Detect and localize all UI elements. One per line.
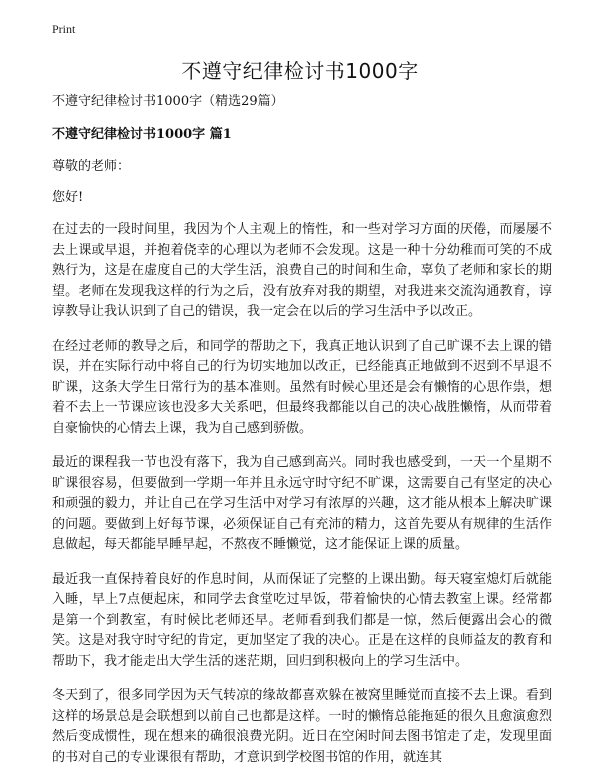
document-subtitle: 不遵守纪律检讨书1000字（精选29篇）: [52, 94, 284, 109]
print-link[interactable]: Print: [52, 22, 76, 36]
paragraph: 在过去的一段时间里，我因为个人主观上的惰性，和一些对学习方面的厌倦，而屡屡不去上课或早退，并抱着侥幸的心理以为老师不会发现。这是一种十分幼稚而可笑的不成熟行为，这是在虚度自己的大学生活，浪费自己的时间和生命，辜负了老师和家长的期望。老师在发现我这样的行为之后，没有放弃对我的期望，对我进来交流沟通教育，谆谆教导让我认识到了自己的错误，我一定会在以后的学习生活中予以改正。: [52, 222, 552, 319]
greeting: 您好!: [52, 189, 84, 205]
paragraph: 最近的课程我一节也没有落下，我为自己感到高兴。同时我也感受到，一天一个星期不旷课很容易，但要做到一学期一年并且永远守时守纪不旷课，这需要自己有坚定的决心和顽强的毅力，并让自己在学习生活中对学习有浓厚的兴趣，这才能从根本上解决旷课的问题。要做到上好每节课，必须保证自己有充沛的精力，这首先要从有规律的生活作息做起，每天都能早睡早起，不熬夜不睡懒觉，这才能保证上课的质量。: [52, 455, 552, 552]
paragraph: 最近我一直保持着良好的作息时间，从而保证了完整的上课出勤。每天寝室熄灯后就能入睡，早上7点便起床，和同学去食堂吃过早饭，带着愉快的心情去教室上课。经常都是第一个到教室，有时候比老师还早。老师看到我们都是一惊，然后便露出会心的微笑。这是对我守时守纪的肯定，更加坚定了我的决心。正是在这样的良师益友的教育和帮助下，我才能走出大学生活的迷茫期，回归到积极向上的学习生活中。: [52, 571, 552, 669]
page-title: 不遵守纪律检讨书1000字: [181, 59, 419, 83]
section-heading: 不遵守纪律检讨书1000字 篇1: [52, 126, 232, 142]
document-body: [52, 92, 552, 782]
paragraph: 冬天到了，很多同学因为天气转凉的缘故都喜欢躲在被窝里睡觉而直接不去上课。看到这样的场景总是会联想到以前自己也都是这样。一时的懒惰总能拖延的很久且愈演愈烈然后变成惯性，现在想来的确很浪费光阴。近日在空闲时间去图书馆走了走，发现里面的书对自己的专业课很有帮助，才意识到学校图书馆的作用，就连其: [52, 688, 552, 765]
salutation: 尊敬的老师：: [52, 159, 131, 174]
paragraph: 在经过老师的教导之后，和同学的帮助之下，我真正地认识到了自己旷课不去上课的错误，并在实际行动中将自己的行为切实地加以改正，已经能真正地做到不迟到不早退不旷课，这条大学生日常行为的基本准则。虽然有时候心里还是会有懒惰的心思作祟，想着不去上一节课应该也没多大关系吧，但最终我都能以自己的决心战胜懒惰，从而带着自豪愉快的心情去上课，我为自己感到骄傲。: [52, 338, 552, 436]
